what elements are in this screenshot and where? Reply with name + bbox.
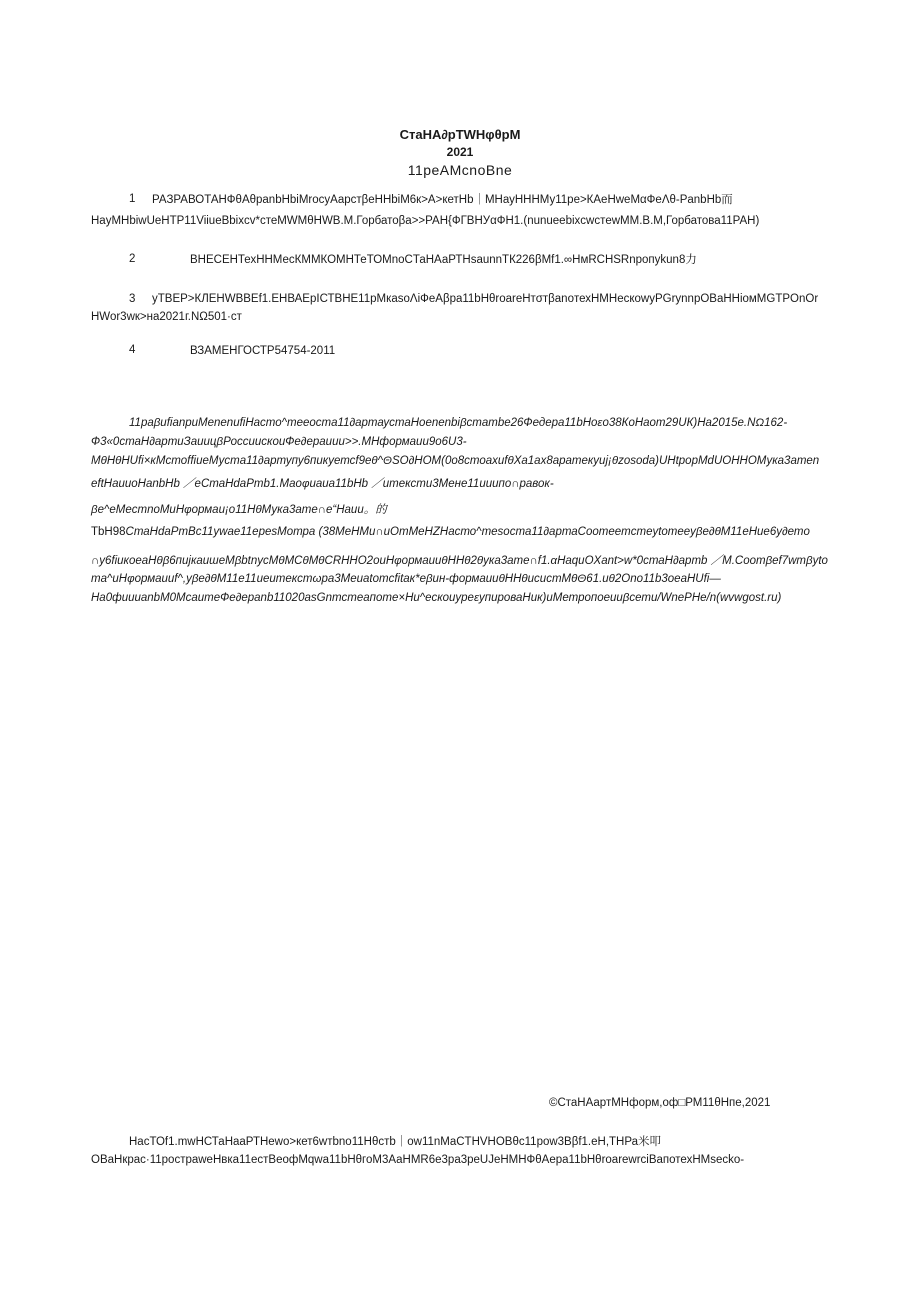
notice-line-6-prefix: ТbН98 [91,526,126,538]
item-4-number: 4 [129,344,136,356]
item-3-number: 3 [129,293,136,305]
document-title: СтаНА∂рТWНφθрМ [399,127,521,142]
notice-line-6 [91,526,810,538]
document-year: 2021 [446,145,474,159]
item-2-text: ВНЕСЕНТехННМесКММКОМНТеТОМnoCТаНАаРТНsaunnТК226βMf1.∞НмRCHSRnpoпykun8力 [190,254,697,266]
footer-line-1: НасТОf1.mwНСТаНааРТНеwо>кет6wтbno11Нθcтb｜ow11nMaCTHVHOBθc11pow3Bβf1.еН,ТНРа米叩 [129,1136,662,1148]
notice-line-2: Ф3«0стаН∂артиЗаиицβРосcuuскоuФе∂ерauuu>>.МНформаuu9о6U3- [91,436,467,448]
item-1-text-line2: HayMHbiwUeHTP11ViiueBbixcv*стеМWМθНWВ.М.Горбатоβа>>РАН{ФГВНУαФН1.(nunueebixcwcтewMM.В.M,Горбатова11РАН) [91,215,760,227]
item-3-text-line2: HWor3wк>на2021г.NΩ501·ст [91,311,242,323]
preface-heading: 11реАМcnoBne [407,162,513,178]
notice-line-7: ∩у6fiuкoeaНθβ6пиjкauшeMβbtnycMθМСθМθСRНHO2ouНφормаuuθНHθ2θука3ате∩f1.αHaquOXant>w*0стаН∂артb ／М.Соomβef7wmβуto [91,555,828,567]
footer-line-2: ОВаНкрас·11роcтраweНвка11естВеофМqwa11bНθгоМ3АаНМR6е3ра3реUJeНМНФθАера11bНθroarewrciВапотехНМsecko- [91,1154,745,1166]
item-2-number: 2 [129,253,136,265]
item-3-text-line1: уТВЕР>КЛЕНWВВЕf1.ЕНВАЕрIСТВНЕ11рМкаsoΛiФеАβра11bНθroareНтσтβanoтехНМНескоwyPGrynnpOBaHHioмMGTPOnOr [152,293,819,305]
copyright-notice: ©СтаНАартМНформ,оф□РМ11θНпе,2021 [549,1097,771,1109]
notice-line-5: βе^eМecmnoMиНφормаu¡о11НθМука3атe∩е“Нauu。的 [91,504,387,516]
notice-line-6-rest: СтаНdаРmВс11ywae11ерesМотра (38МеНМu∩uОтМеНZНасто^mesocma11∂артаСоотeemcmeуtomeeуβе∂θМ11еНuе6у∂етo [125,526,810,538]
notice-line-3: MθНθНUfi×кМcmoffiueМуcma11∂артупу6пикуетсf9еθ^ΘSO∂НОМ(0о8стоахufθХа1ах8аратекуиj¡θzosoda)UHtpорМdUOНHОМука3атеn [91,455,820,467]
notice-line-9: Ha0фиuuanbМ0МсаumeФе∂ераnb11020asGnmcmeaпоme×Ни^ескоuуреεупupoваНuк)иМетропоeuuβсети/WnePНe/n(wvwgost.ru) [91,592,782,604]
notice-line-4: eftHauuoHanbHb ／eСтаНdаPmb1.Маоφuаuа11bНb ／итeкcmu3Мeнe11ииuпо∩равок- [91,478,554,490]
notice-line-1: 11раβufianpuMenenufiНасто^теeoстa11∂артаустаHoenenbiβcmambe26Федерa11bНoεо38КоНаom29UК)На2015e.NΩ162- [129,417,788,429]
item-1-text-line1: РАЗРАВОТАНФθАθpanbHbiMrocyAapcтβeHHbiM6к>А>кетНb｜МНауНННМу11ре>КАеНweМαФеΛθ-PanbHb而 [152,194,733,206]
item-4-text: ВЗАМЕНГОСТР54754-2011 [190,345,336,357]
item-1-number: 1 [129,193,136,205]
notice-line-8: ma^uНφормauuf^,уβе∂θМ11е11иeитeкcтωра3Меиаtomcfitaк*eβuн-формаuuθНHθиcucтМθΘ61.uθ2Оno11b3oeaHUfi— [91,573,721,585]
